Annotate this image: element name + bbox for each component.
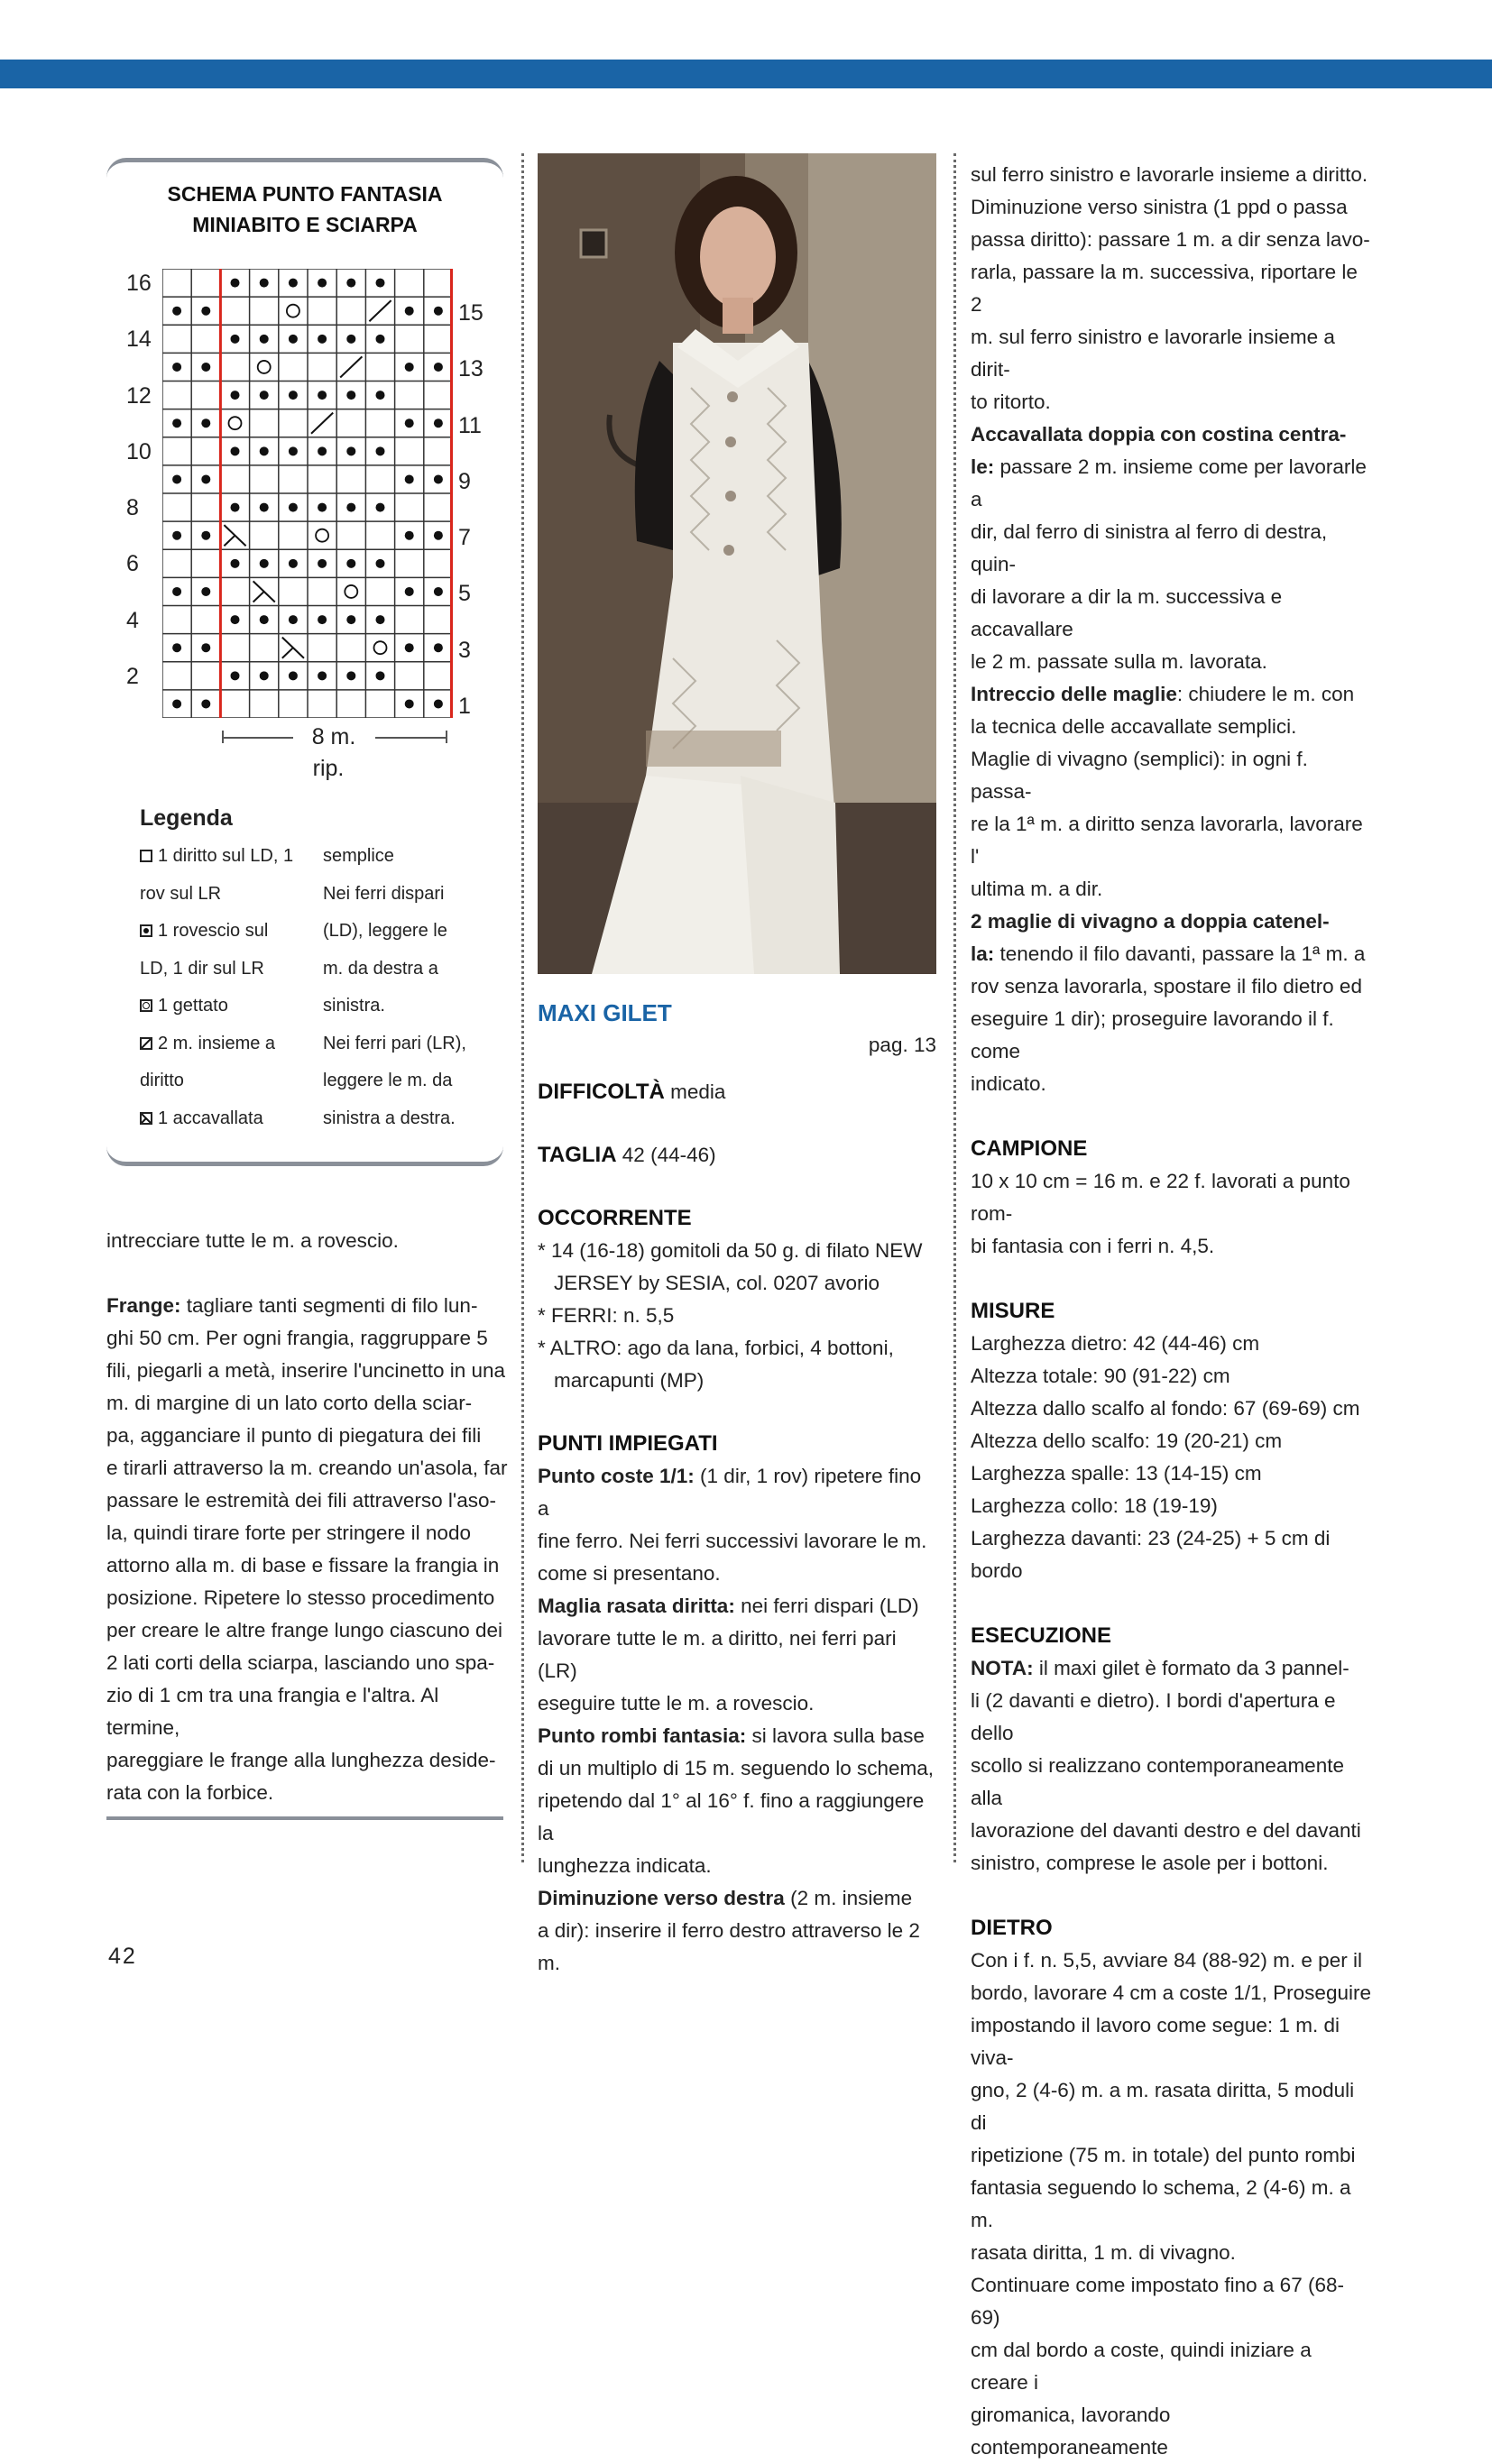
purl-dot-mark — [434, 418, 443, 428]
purl-dot-mark — [231, 446, 240, 455]
materials-heading: OCCORRENTE — [538, 1206, 692, 1230]
row-number: 8 — [126, 495, 139, 520]
purl-dot-mark — [434, 643, 443, 652]
row-number: 16 — [126, 271, 152, 296]
measurements-heading: MISURE — [971, 1299, 1055, 1323]
slash-square-icon — [140, 1037, 152, 1050]
purl-dot-mark — [172, 474, 181, 483]
row-number: 7 — [458, 525, 471, 551]
purl-dot-mark — [346, 671, 355, 680]
legend-knit-entry: 1 diritto sul LD, 1 — [140, 838, 311, 876]
stockinette-stitch: Maglia rasata diritta: nei ferri dispari (LD) — [538, 1595, 919, 1617]
row-number: 2 — [126, 663, 139, 689]
purl-dot-mark — [434, 363, 443, 372]
purl-dot-mark — [201, 418, 210, 428]
legend-right-column: semplice Nei ferri dispari (LD), leggere le m. da destra a sinistra. Nei ferri pari (LR), leggere le m. da sinistra a destra. — [323, 846, 466, 1128]
row-number: 11 — [458, 412, 482, 438]
purl-dot-mark — [405, 474, 414, 483]
purl-dot-mark — [201, 363, 210, 372]
repeat-bracket-line-left — [223, 737, 293, 739]
purl-dot-mark — [405, 643, 414, 652]
frange-paragraph: Frange: tagliare tanti segmenti di filo lun- — [106, 1294, 478, 1317]
row-number: 14 — [126, 326, 152, 353]
purl-dot-mark — [201, 643, 210, 652]
purl-dot-mark — [405, 307, 414, 316]
purl-dot-mark — [405, 531, 414, 540]
row-number: 6 — [126, 551, 139, 577]
col1-text: intrecciare tutte le m. a rovescio. Frange: tagliare tanti segmenti di filo lun- ghi 50 cm. Per ogni frangia, raggruppare 5 fili, piegarli a metà, inserire l'uncinetto in una m. di margine di un lato corto della sciar- pa, agganciare il punto di piegatura dei fili e tirarli attraverso la m. creando un'asola, far passare le estremità dei fili attraverso l'aso- la, quindi tirare forte per stringere il nodo attorno alla m. di base e fissare la frangia in posizione. Ripetere lo stesso procedimento per creare le altre frange lungo ciascuno dei 2 lati corti della sciarpa, lasciando uno spa- zio di 1 cm tra una frangia e l'altra. Al termine, pareggiare le frange alla lunghezza deside- rata con la forbice. — [106, 1225, 508, 1809]
purl-dot-mark — [231, 279, 240, 288]
diamond-stitch: Punto rombi fantasia: si lavora sulla base — [538, 1724, 925, 1747]
purl-dot-mark — [201, 587, 210, 596]
row-number: 4 — [126, 607, 139, 633]
row-number: 5 — [458, 581, 471, 607]
repeat-bracket-line-right — [375, 737, 446, 739]
purl-dot-mark — [318, 671, 327, 680]
dot-square-icon — [140, 924, 152, 937]
purl-dot-mark — [172, 531, 181, 540]
repeat-label-stitches: 8 m. — [311, 724, 356, 749]
legend-k2tog-entry: 2 m. insieme a — [140, 1025, 311, 1063]
row-number: 15 — [458, 300, 484, 326]
purl-dot-mark — [434, 531, 443, 540]
purl-dot-mark — [172, 307, 181, 316]
purl-dot-mark — [231, 503, 240, 512]
row-number: 9 — [458, 468, 471, 494]
purl-dot-mark — [405, 699, 414, 708]
purl-dot-mark — [231, 559, 240, 568]
purl-dot-mark — [318, 559, 327, 568]
stitch-chart — [162, 269, 453, 718]
chain-selvedge-label: 2 maglie di vivagno a doppia catenel- — [971, 910, 1330, 933]
purl-dot-mark — [376, 335, 385, 344]
purl-dot-mark — [346, 279, 355, 288]
purl-dot-mark — [260, 671, 269, 680]
repeat-label-rip: rip. — [312, 756, 345, 781]
purl-dot-mark — [289, 391, 298, 400]
purl-dot-mark — [172, 699, 181, 708]
purl-dot-mark — [289, 671, 298, 680]
purl-dot-mark — [376, 503, 385, 512]
purl-dot-mark — [434, 307, 443, 316]
purl-dot-mark — [201, 531, 210, 540]
purl-dot-mark — [434, 699, 443, 708]
model-photo — [538, 153, 936, 974]
purl-dot-mark — [172, 418, 181, 428]
purl-dot-mark — [376, 671, 385, 680]
top-color-bar — [0, 60, 1492, 88]
purl-dot-mark — [231, 671, 240, 680]
purl-dot-mark — [376, 279, 385, 288]
purl-dot-mark — [434, 474, 443, 483]
row-number: 1 — [458, 693, 471, 719]
purl-dot-mark — [260, 446, 269, 455]
right-decrease: Diminuzione verso destra (2 m. insieme — [538, 1887, 913, 1909]
legend-yarnover-entry: 1 gettato — [140, 988, 311, 1025]
col2-text: MAXI GILET pag. 13 DIFFICOLTÀ media TAGLIA 42 (44-46) OCCORRENTE * 14 (16-18) gomitoli da 50 g. di filato NEW JERSEY by SESIA, col. 0207 avorio * FERRI: n. 5,5 * ALTRO: ago da lana, forbici, 4 bottoni, marcapunti (MP) PUNTI IMPIEGATI Punto coste 1/1: (1 dir, 1 rov) ripetere fino a fine ferro. Nei ferri successivi lavorare le m. come si presentano. Maglia rasata diritta: nei ferri dispari (LD) lavorare tutte le m. a diritto, nei ferri pari (LR) eseguire tutte le m. a rovescio. Punto rombi fantasia: si lavora sulla base di un multiplo di 15 m. seguendo lo schema, ripetendo dal 1° al 16° f. fino a raggiungere la lunghezza indicata. Diminuzione verso destra (2 m. insieme a dir): inserire il ferro destro attraverso le 2 m. — [538, 997, 936, 1980]
purl-dot-mark — [376, 446, 385, 455]
rib-stitch: Punto coste 1/1: (1 dir, 1 rov) ripetere fino a — [538, 1465, 922, 1520]
chart-box-bottom-border — [106, 1138, 503, 1166]
row-number: 13 — [458, 356, 484, 382]
purl-dot-mark — [289, 615, 298, 624]
purl-dot-mark — [376, 559, 385, 568]
purl-dot-mark — [260, 391, 269, 400]
purl-dot-mark — [260, 503, 269, 512]
stitches-heading: PUNTI IMPIEGATI — [538, 1431, 718, 1456]
column-separator-1 — [521, 153, 524, 1862]
page-reference: pag. 13 — [868, 1034, 936, 1056]
purl-dot-mark — [346, 503, 355, 512]
purl-dot-mark — [434, 587, 443, 596]
repeat-bracket-right — [446, 731, 447, 743]
purl-dot-mark — [289, 279, 298, 288]
purl-dot-mark — [376, 615, 385, 624]
purl-dot-mark — [260, 279, 269, 288]
pattern-title: MAXI GILET — [538, 999, 672, 1026]
purl-dot-mark — [289, 335, 298, 344]
purl-dot-mark — [346, 446, 355, 455]
back-heading: DIETRO — [971, 1916, 1053, 1940]
purl-dot-mark — [289, 446, 298, 455]
gauge-heading: CAMPIONE — [971, 1136, 1088, 1161]
legend-left-column: 1 diritto sul LD, 1 rov sul LR 1 rovescio sul LD, 1 dir sul LR 1 gettato 2 m. insieme a diritto 1 accavallata — [140, 838, 311, 1137]
purl-dot-mark — [346, 615, 355, 624]
purl-dot-mark — [318, 335, 327, 344]
purl-dot-mark — [231, 335, 240, 344]
purl-dot-mark — [318, 615, 327, 624]
circle-square-icon — [140, 999, 152, 1012]
bind-off: Intreccio delle maglie: chiudere le m. con — [971, 683, 1355, 705]
purl-dot-mark — [260, 335, 269, 344]
column-separator-2 — [953, 153, 956, 1862]
purl-dot-mark — [201, 699, 210, 708]
column-end-divider — [106, 1816, 503, 1820]
chart-title: SCHEMA PUNTO FANTASIA MINIABITO E SCIARPA — [167, 182, 443, 236]
backslash-square-icon — [140, 1112, 152, 1125]
empty-square-icon — [140, 850, 152, 862]
note-paragraph: NOTA: il maxi gilet è formato da 3 pannel- — [971, 1657, 1349, 1679]
purl-dot-mark — [201, 307, 210, 316]
purl-dot-mark — [172, 643, 181, 652]
row-number: 10 — [126, 438, 152, 464]
purl-dot-mark — [346, 335, 355, 344]
purl-dot-mark — [376, 391, 385, 400]
purl-dot-mark — [201, 474, 210, 483]
intro-line: intrecciare tutte le m. a rovescio. — [106, 1229, 399, 1252]
purl-dot-mark — [260, 559, 269, 568]
purl-dot-mark — [318, 503, 327, 512]
difficulty: DIFFICOLTÀ media — [538, 1080, 726, 1104]
execution-heading: ESECUZIONE — [971, 1623, 1112, 1648]
col3-text: sul ferro sinistro e lavorarle insieme a diritto. Diminuzione verso sinistra (1 ppd o passa passa diritto): passare 1 m. a dir senza lavo- rarla, passare la m. successiva, riportare le 2 m. sul ferro sinistro e lavorarle insieme a dirit- to ritorto. Accavallata doppia con costina centra- le: passare 2 m. insieme come per lavorarle a dir, dal ferro di sinistra al ferro di destra, quin- di lavorare a dir la m. successiva e accavallare le 2 m. passate sulla m. lavorata. Intreccio delle maglie: chiudere le m. con la tecnica delle accavallate semplici. Maglie di vivagno (semplici): in ogni f. passa- re la 1ª m. a diritto senza lavorarla, lavorare l' ultima m. a dir. 2 maglie di vivagno a doppia catenel- la: tenendo il filo davanti, passare la 1ª m. a rov senza lavorarla, spostare il filo dietro ed eseguire 1 dir); proseguire lavorando il f. come indicato. CAMPIONE 10 x 10 cm = 16 m. e 22 f. lavorati a punto rom- bi fantasia con i ferri n. 4,5. MISURE Larghezza dietro: 42 (44-46) cm Altezza totale: 90 (91-22) cm Altezza dallo scalfo al fondo: 67 (69-69) cm Altezza dello scalfo: 19 (20-21) cm Larghezza spalle: 13 (14-15) cm Larghezza collo: 18 (19-19) Larghezza davanti: 23 (24-25) + 5 cm di bordo ESECUZIONE NOTA: il maxi gilet è formato da 3 pannel- li (2 davanti e dietro). I bordi d'apertura e dello scollo si realizzano contemporaneamente alla lavorazione del davanti destro e del davanti sinistro, comprese le asole per i bottoni. DIETRO Con i f. n. 5,5, avviare 84 (88-92) m. e per il bordo, lavorare 4 cm a coste 1/1, Proseguire impostando il lavoro come segue: 1 m. di viva- gno, 2 (4-6) m. a m. rasata diritta, 5 moduli di ripetizione (75 m. in totale) del punto rombi fantasia seguendo lo schema, 2 (4-6) m. a m. rasata diritta, 1 m. di vivagno. Continuare come impostato fino a 67 (68-69) cm dal bordo a coste, quindi iniziare a creare i giromanica, lavorando contemporaneamente — [971, 159, 1373, 2464]
purl-dot-mark — [405, 363, 414, 372]
purl-dot-mark — [318, 446, 327, 455]
purl-dot-mark — [260, 615, 269, 624]
purl-dot-mark — [289, 559, 298, 568]
legend-title: Legenda — [140, 805, 233, 831]
purl-dot-mark — [405, 587, 414, 596]
page-number: 42 — [108, 1944, 137, 1969]
purl-dot-mark — [289, 503, 298, 512]
purl-dot-mark — [405, 418, 414, 428]
legend-skp-entry: 1 accavallata — [140, 1100, 311, 1138]
purl-dot-mark — [318, 279, 327, 288]
row-number: 3 — [458, 637, 471, 663]
legend-purl-entry: 1 rovescio sul — [140, 913, 311, 951]
purl-dot-mark — [172, 587, 181, 596]
purl-dot-mark — [346, 559, 355, 568]
purl-dot-mark — [318, 391, 327, 400]
purl-dot-mark — [231, 391, 240, 400]
purl-dot-mark — [346, 391, 355, 400]
purl-dot-mark — [172, 363, 181, 372]
double-decrease-label: Accavallata doppia con costina centra- — [971, 423, 1347, 446]
purl-dot-mark — [231, 615, 240, 624]
size: TAGLIA 42 (44-46) — [538, 1143, 716, 1167]
row-number: 12 — [126, 382, 152, 409]
